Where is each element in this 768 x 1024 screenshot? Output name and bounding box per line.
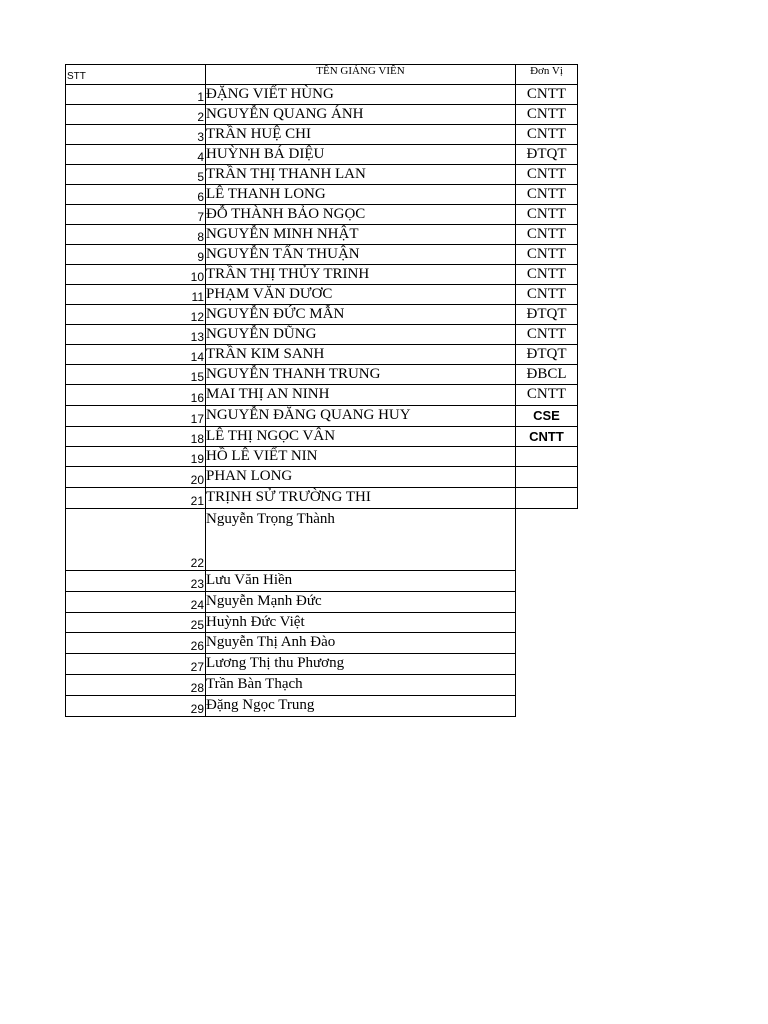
unit-code: CNTT <box>526 125 567 142</box>
lecturer-name: HUỲNH BÁ DIỆU <box>206 145 325 162</box>
lecturer-name: Trần Bàn Thạch <box>206 676 303 692</box>
row-number: 20 <box>190 473 204 487</box>
lecturer-name: TRẦN HUỆ CHI <box>206 125 311 142</box>
header-unit: Đơn Vị <box>530 64 563 77</box>
unit-code: CNTT <box>526 325 567 342</box>
unit-code: CNTT <box>526 265 567 282</box>
lecturer-name: HỒ LÊ VIẾT NIN <box>206 447 318 464</box>
lecturer-name: Lương Thị thu Phương <box>206 655 345 671</box>
lecturer-name: NGUYỄN THANH TRUNG <box>206 365 381 382</box>
row-number: 8 <box>197 230 204 244</box>
lecturer-name: NGUYỄN ĐỨC MẪN <box>206 305 345 322</box>
row-number: 5 <box>197 170 204 184</box>
row-number: 2 <box>197 110 204 124</box>
unit-code: CNTT <box>526 245 567 262</box>
lecturer-name: NGUYỄN TẤN THUẬN <box>206 245 360 262</box>
unit-code: CNTT <box>526 225 567 242</box>
row-number: 1 <box>197 90 204 104</box>
table-border-right <box>577 64 578 508</box>
row-number: 3 <box>197 130 204 144</box>
unit-code: CNTT <box>526 285 567 302</box>
lecturer-name: NGUYỄN MINH NHẬT <box>206 225 359 242</box>
row-number: 4 <box>197 150 204 164</box>
row-number: 29 <box>190 702 204 716</box>
unit-code: CNTT <box>526 386 567 402</box>
row-number: 16 <box>190 391 204 405</box>
header-stt: STT <box>67 71 86 82</box>
lecturer-name: MAI THỊ AN NINH <box>206 386 330 402</box>
lecturer-name: LÊ THANH LONG <box>206 185 326 202</box>
lecturer-name: PHẠM VĂN DƯƠC <box>206 285 333 302</box>
row-number: 9 <box>197 250 204 264</box>
unit-code: CNTT <box>526 165 567 182</box>
unit-code: CNTT <box>526 85 567 102</box>
unit-code: CNTT <box>526 205 567 222</box>
row-number: 28 <box>190 681 204 695</box>
row-number: 15 <box>190 370 204 384</box>
lecturer-name: Nguyễn Thị Anh Đào <box>206 634 336 650</box>
unit-code: ĐTQT <box>526 145 567 162</box>
lecturer-name: Lưu Văn Hiền <box>206 572 293 588</box>
lecturer-name: NGUYỄN ĐĂNG QUANG HUY <box>206 407 411 423</box>
lecturer-name: ĐẶNG VIẾT HÙNG <box>206 85 334 102</box>
lecturer-name: Đặng Ngọc Trung <box>206 697 315 713</box>
row-number: 25 <box>190 618 204 632</box>
lecturer-name: LÊ THỊ NGỌC VÂN <box>206 427 336 444</box>
row-number: 17 <box>190 412 204 426</box>
lecturer-name: PHAN LONG <box>206 468 293 484</box>
row-number: 13 <box>190 330 204 344</box>
row-number: 21 <box>190 494 204 508</box>
row-number: 23 <box>190 577 204 591</box>
lecturer-name: TRỊNH SỬ TRƯỜNG THI <box>206 489 371 505</box>
lecturer-name: NGUYỄN DŨNG <box>206 325 317 342</box>
row-border-bottom <box>65 716 516 717</box>
row-number: 26 <box>190 639 204 653</box>
unit-code: CNTT <box>526 105 567 122</box>
unit-code: ĐTQT <box>526 345 567 362</box>
lecturer-name: Huỳnh Đức Việt <box>206 613 305 630</box>
row-number: 6 <box>197 190 204 204</box>
unit-code: CNTT <box>526 185 567 202</box>
lecturer-name: NGUYỄN QUANG ÁNH <box>206 105 364 122</box>
unit-code: CNTT <box>529 428 564 444</box>
lecturer-name: Nguyễn Trọng Thành <box>206 510 335 527</box>
row-number: 24 <box>190 598 204 612</box>
header-name: TÊN GIẢNG VIÊN <box>316 64 405 77</box>
row-number: 18 <box>190 432 204 446</box>
row-number: 19 <box>190 452 204 466</box>
unit-code: ĐBCL <box>526 365 567 382</box>
lecturer-name: Nguyễn Mạnh Đức <box>206 593 322 609</box>
lecturer-name: TRẦN THỊ THANH LAN <box>206 165 366 182</box>
unit-code: ĐTQT <box>526 305 567 322</box>
unit-code: CSE <box>533 408 560 423</box>
row-number: 22 <box>190 556 204 570</box>
row-number: 7 <box>197 210 204 224</box>
row-number: 11 <box>191 290 204 304</box>
row-number: 14 <box>190 350 204 364</box>
lecturer-name: TRẦN KIM SANH <box>206 345 325 362</box>
lecturer-name: TRẦN THỊ THỦY TRINH <box>206 265 370 282</box>
row-number: 12 <box>190 310 204 324</box>
row-number: 10 <box>190 270 204 284</box>
lecturer-name: ĐỖ THÀNH BẢO NGỌC <box>206 205 366 222</box>
row-number: 27 <box>190 660 204 674</box>
